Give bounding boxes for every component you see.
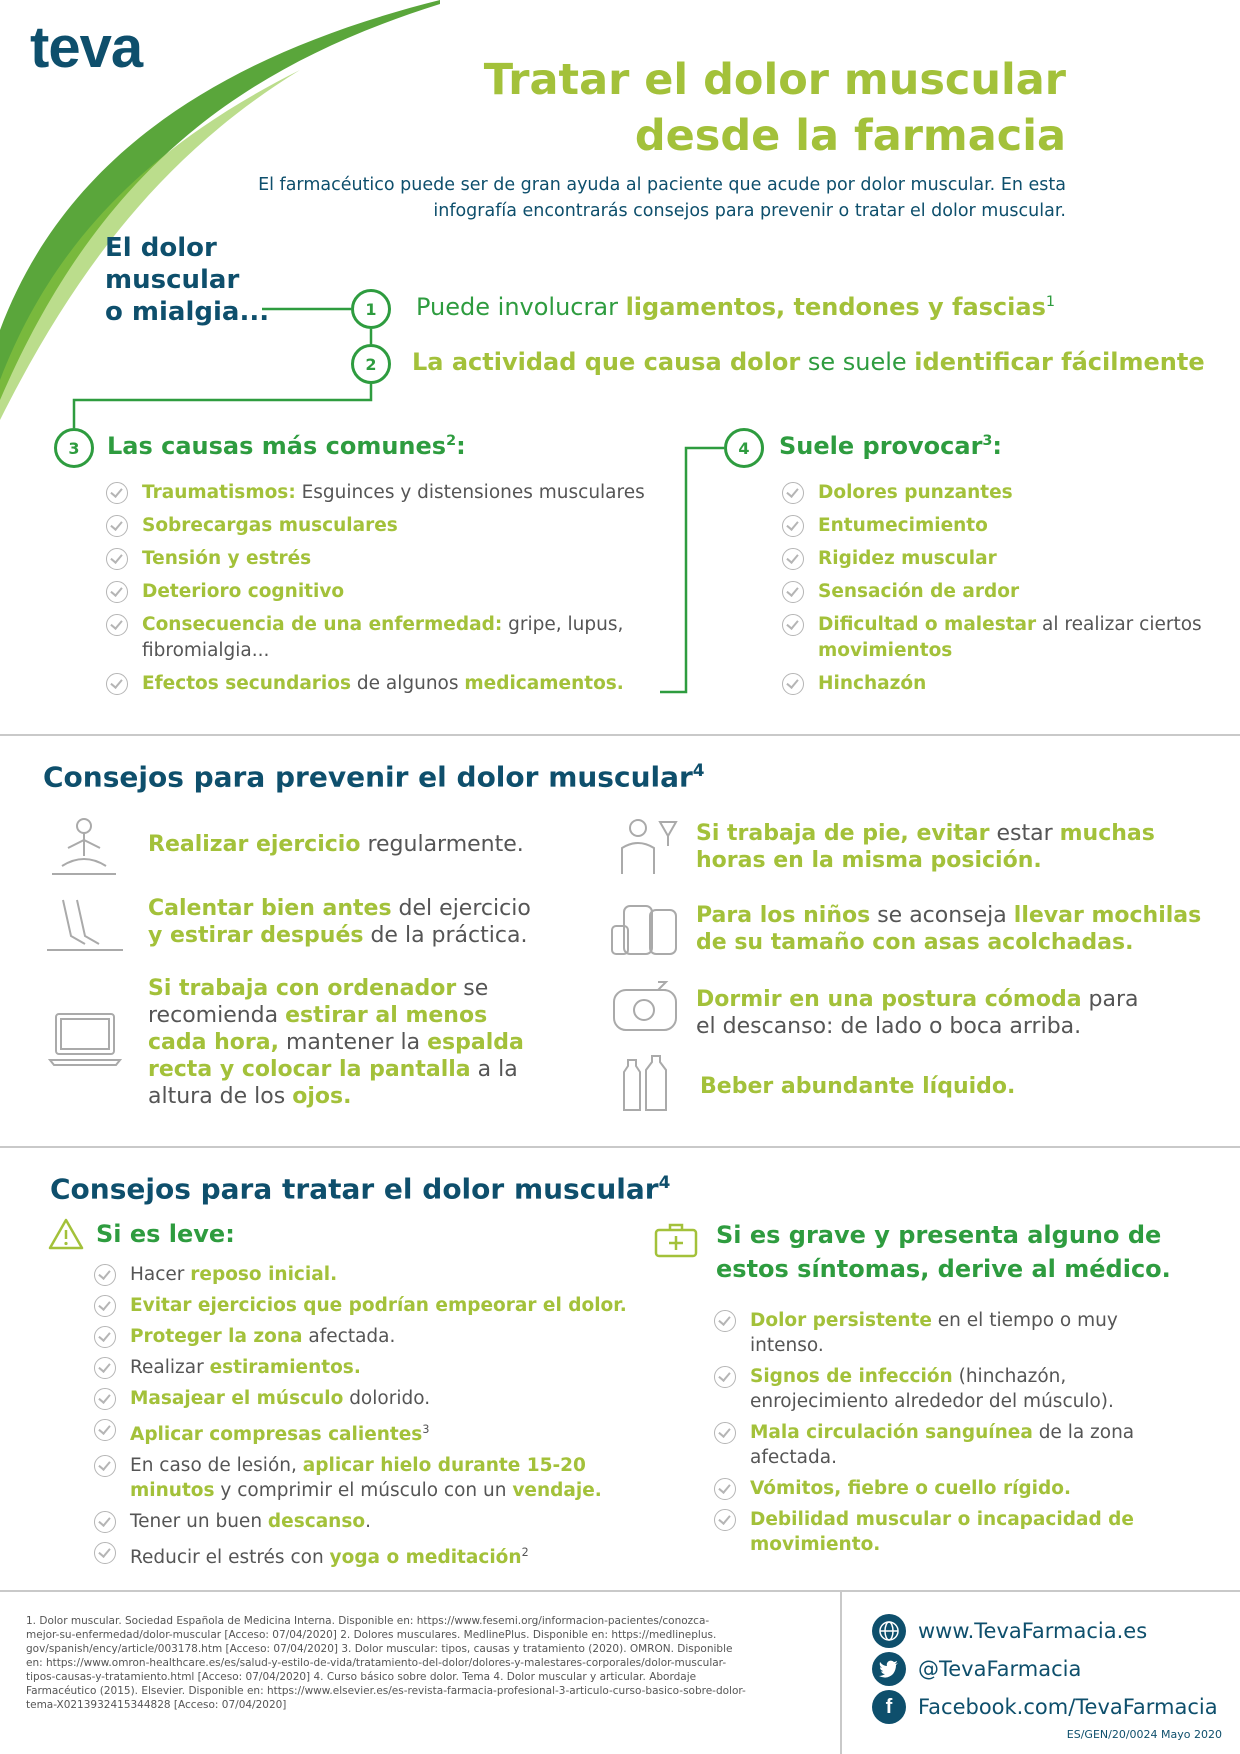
t7-b: aplicar hielo durante 15-20 (302, 1455, 586, 1477)
p2-b: se suele (800, 348, 915, 376)
l3-k: ojos. (292, 1084, 352, 1109)
provocar-list (782, 480, 1222, 697)
t7-c: minutos (130, 1480, 215, 1502)
l3-g: espalda (427, 1030, 524, 1055)
ref-line: Farmacéutico (2015). Elsevier. Disponible en: https://www.elsevier.es/es-revista-farmacia-profesional-3-articulo-curso-basico-sobre-dolor- (26, 1685, 746, 1697)
footer-vertical-divider (840, 1590, 842, 1754)
check-icon (94, 1511, 116, 1533)
point-2-text (412, 348, 1205, 376)
point-2-number: 2 (351, 344, 391, 384)
tip-de-pie (696, 820, 1155, 874)
l2-d: de la práctica. (363, 923, 528, 948)
r1-d: horas en la misma posición. (696, 848, 1042, 873)
tip-ninos (696, 902, 1201, 956)
check-icon (94, 1388, 116, 1410)
check-icon (106, 581, 128, 603)
list-item (782, 480, 1222, 506)
p1-a: Puede involucrar (416, 293, 626, 321)
p2-c: identificar fácilmente (914, 348, 1205, 376)
point-4-number: 4 (724, 428, 764, 468)
t3-a: Proteger la zona (130, 1326, 303, 1347)
g2-a: Signos de infección (750, 1366, 953, 1387)
list-item (94, 1293, 654, 1318)
c1-a: Traumatismos: (142, 482, 296, 503)
t7-d: y comprimir el músculo con un (214, 1480, 513, 1502)
t8-c: . (365, 1511, 371, 1533)
p1-sup: 1 (1045, 294, 1056, 310)
t8-a: Tener un buen (130, 1511, 268, 1533)
t6-sup: 3 (422, 1423, 430, 1436)
ref-line: tema-X0213932415344828 [Acceso: 07/04/2020] (26, 1699, 287, 1711)
check-icon (782, 482, 804, 504)
list-item (94, 1417, 654, 1447)
p-i6: Hinchazón (818, 673, 927, 694)
title-line-2: desde la farmacia (634, 111, 1066, 161)
t9-sup: 2 (521, 1546, 529, 1560)
l3-h: recta y colocar la pantalla (148, 1057, 471, 1082)
waiter-icon (610, 814, 680, 878)
check-icon (94, 1326, 116, 1348)
check-icon (106, 673, 128, 695)
first-aid-kit-icon (654, 1222, 698, 1258)
twitter-link[interactable] (872, 1650, 1218, 1688)
t2: Evitar ejercicios que podrían empeorar el dolor. (130, 1295, 627, 1316)
c3: Tensión y estrés (142, 548, 312, 569)
list-item (714, 1476, 1194, 1501)
backpack-icon (610, 896, 680, 958)
l3-a: Si trabaja con ordenador (148, 976, 457, 1001)
causas-title (107, 432, 466, 460)
list-item (106, 513, 686, 539)
l2-c: y estirar después (148, 923, 364, 948)
provocar-colon: : (992, 432, 1003, 460)
t1-a: Hacer (130, 1264, 191, 1285)
web-text: www.TevaFarmacia.es (918, 1619, 1148, 1643)
dolor-heading-3: o mialgia... (105, 297, 270, 327)
c5-b: gripe, lupus, (502, 614, 624, 635)
r2-d: de su tamaño con asas acolchadas. (696, 930, 1134, 955)
check-icon (94, 1455, 116, 1477)
t8-b: descanso (267, 1511, 366, 1533)
list-item (94, 1540, 654, 1570)
l3-e: cada hora, (148, 1030, 279, 1055)
list-item (94, 1262, 654, 1287)
divider-1 (0, 734, 1240, 736)
t3-b: afectada. (302, 1326, 396, 1347)
c5-c: fibromialgia... (142, 640, 270, 661)
p1-b: ligamentos, tendones y fascias (625, 293, 1046, 321)
g5-a: Debilidad muscular o incapacidad de (750, 1509, 1134, 1530)
tip-dormir (696, 986, 1139, 1040)
tratar-title-text: Consejos para tratar el dolor muscular (50, 1172, 659, 1206)
leve-list (94, 1262, 654, 1570)
c4: Deterioro cognitivo (142, 581, 345, 602)
grave-list (714, 1308, 1194, 1557)
ref-line: 1. Dolor muscular. Sociedad Española de Medicina Interna. Disponible en: https://www.fesemi.org/informacion-pacientes/conozca- (26, 1615, 710, 1627)
g3-a: Mala circulación sanguínea (750, 1422, 1033, 1443)
p-i2: Entumecimiento (818, 515, 988, 536)
ref-line: gov/spanish/ency/article/003178.htm [Acceso: 07/04/2020] 3. Dolor muscular: tipos, causas y tratamiento (2020). OMRON. Disponible (26, 1643, 733, 1655)
references (26, 1614, 826, 1712)
tip-ordenador (148, 975, 524, 1110)
list-item (106, 480, 686, 506)
leve-title: Si es leve: (96, 1220, 235, 1248)
g2-c: enrojecimiento alrededor del músculo). (750, 1391, 1114, 1412)
p5-b: al realizar ciertos (1036, 614, 1202, 635)
check-icon (714, 1478, 736, 1500)
l3-f: mantener la (278, 1030, 428, 1055)
ref-line: mejor-su-enfermedad/dolor-muscular [Acceso: 07/04/2020] 2. Dolores musculares. MedlinePlus. Disponible en: https://medlineplus. (26, 1629, 717, 1641)
list-item (94, 1509, 654, 1534)
grave-title (716, 1218, 1171, 1286)
r2-c: llevar mochilas (1013, 903, 1202, 928)
g3-c: afectada. (750, 1447, 837, 1468)
p-i1: Dolores punzantes (818, 482, 1013, 503)
list-item (782, 671, 1222, 697)
t4-a: Realizar (130, 1357, 210, 1378)
check-icon (106, 482, 128, 504)
document-code: ES/GEN/20/0024 Mayo 2020 (1066, 1728, 1222, 1741)
list-item (714, 1308, 1194, 1358)
facebook-link[interactable] (872, 1688, 1218, 1726)
t6-a: Aplicar compresas calientes (130, 1424, 423, 1446)
grave-title-2: estos síntomas, derive al médico. (716, 1255, 1171, 1283)
l3-d: estirar al menos (285, 1003, 488, 1028)
list-item (106, 671, 686, 697)
dolor-heading-2: muscular (105, 265, 240, 295)
tip-beber: Beber abundante líquido. (700, 1074, 1016, 1099)
list-item (714, 1364, 1194, 1414)
t5-b: dolorido. (343, 1388, 431, 1409)
list-item (106, 612, 686, 664)
tratar-title (50, 1172, 670, 1205)
c6-c: medicamentos. (464, 673, 624, 694)
g4: Vómitos, fiebre o cuello rígido. (750, 1478, 1071, 1499)
point-3-number: 3 (54, 428, 94, 468)
prevenir-title-text: Consejos para prevenir el dolor muscular (43, 760, 693, 794)
causas-title-text: Las causas más comunes (107, 432, 447, 460)
dolor-heading-1: El dolor (105, 233, 217, 263)
t1-b: reposo inicial. (190, 1264, 338, 1285)
list-item (714, 1507, 1194, 1557)
t4-b: estiramientos. (209, 1357, 361, 1378)
p2-a: La actividad que causa dolor (412, 348, 801, 376)
p5-a: Dificultad o malestar (818, 614, 1037, 635)
r3-b: para (1081, 987, 1139, 1012)
teva-logo: teva (30, 15, 143, 80)
check-icon (782, 673, 804, 695)
l3-i: a la (470, 1057, 518, 1082)
l2-b: del ejercicio (391, 896, 531, 921)
provocar-title-text: Suele provocar (779, 432, 983, 460)
l2-a: Calentar bien antes (148, 896, 392, 921)
tip-ejercicio (148, 832, 524, 857)
ref-line: en: https://www.omron-healthcare.es/es/salud-y-estilo-de-vida/tratamiento-del-dolor/dolores-y-malestares-corporales/dolor-muscular- (26, 1657, 727, 1669)
r3-c: el descanso: de lado o boca arriba. (696, 1014, 1082, 1039)
check-icon (714, 1509, 736, 1531)
c2: Sobrecargas musculares (142, 515, 398, 536)
p-i3: Rigidez muscular (818, 548, 997, 569)
twitter-text: @TevaFarmacia (918, 1657, 1082, 1681)
check-icon (714, 1310, 736, 1332)
check-icon (94, 1419, 116, 1441)
globe-icon (872, 1614, 906, 1648)
tratar-sup: 4 (658, 1172, 671, 1192)
r1-c: muchas (1059, 821, 1155, 846)
prevenir-title (43, 760, 704, 793)
check-icon (782, 614, 804, 636)
provocar-title (779, 432, 1002, 460)
l3-c: recomienda (148, 1003, 286, 1028)
l1-a: Realizar ejercicio (148, 832, 361, 857)
check-icon (106, 515, 128, 537)
list-item (782, 579, 1222, 605)
r1-a: Si trabaja de pie, evitar (696, 821, 990, 846)
bottles-icon (618, 1052, 674, 1114)
tip-calentar (148, 895, 531, 949)
l3-j: altura de los (148, 1084, 293, 1109)
list-item (782, 513, 1222, 539)
intro-line-1: El farmacéutico puede ser de gran ayuda al paciente que acude por dolor muscular. En esta (258, 175, 1066, 195)
twitter-icon (872, 1652, 906, 1686)
check-icon (94, 1357, 116, 1379)
facebook-text: Facebook.com/TevaFarmacia (918, 1695, 1218, 1719)
social-links (872, 1612, 1218, 1726)
divider-3 (0, 1590, 1240, 1592)
r1-b: estar (989, 821, 1060, 846)
list-item (782, 612, 1222, 664)
t7-a: En caso de lesión, (130, 1455, 303, 1477)
l3-b: se (456, 976, 489, 1001)
check-icon (714, 1422, 736, 1444)
ref-line: tipos-causas-y-tratamiento.html [Acceso: 07/04/2020] 4. Curso básico sobre dolor. Tema 4. Dolor muscular y articular. Abordaje (26, 1671, 697, 1683)
c6-a: Efectos secundarios (142, 673, 351, 694)
point-1-text (416, 293, 1055, 321)
check-icon (106, 614, 128, 636)
t9-b: yoga o meditación (329, 1547, 522, 1569)
provocar-sup: 3 (982, 433, 993, 449)
list-item (94, 1453, 654, 1503)
t9-a: Reducir el estrés con (130, 1547, 330, 1569)
g5-b: movimiento. (750, 1534, 881, 1555)
check-icon (94, 1264, 116, 1286)
check-icon (94, 1542, 116, 1564)
web-link[interactable] (872, 1612, 1218, 1650)
list-item (94, 1386, 654, 1411)
facebook-icon: f (872, 1690, 906, 1724)
list-item (94, 1324, 654, 1349)
t5-a: Masajear el músculo (130, 1388, 344, 1409)
intro-line-2: infografía encontrarás consejos para prevenir o tratar el dolor muscular. (433, 201, 1066, 221)
check-icon (106, 548, 128, 570)
causas-sup: 2 (446, 433, 457, 449)
prevenir-sup: 4 (692, 760, 705, 780)
r2-b: se aconseja (870, 903, 1014, 928)
list-item (94, 1355, 654, 1380)
c1-b: Esguinces y distensiones musculares (295, 482, 645, 503)
check-icon (94, 1295, 116, 1317)
c5-a: Consecuencia de una enfermedad: (142, 614, 503, 635)
g3-b: de la zona (1032, 1422, 1135, 1443)
check-icon (714, 1366, 736, 1388)
check-icon (782, 515, 804, 537)
point-1-number: 1 (351, 289, 391, 329)
title-line-1: Tratar el dolor muscular (483, 55, 1066, 105)
divider-2 (0, 1146, 1240, 1148)
grave-title-1: Si es grave y presenta alguno de (716, 1221, 1162, 1249)
warning-icon (48, 1218, 84, 1250)
check-icon (782, 548, 804, 570)
list-item (106, 579, 686, 605)
g2-b: (hinchazón, (952, 1366, 1067, 1387)
causas-colon: : (456, 432, 466, 460)
r3-a: Dormir en una postura cómoda (696, 987, 1082, 1012)
sleep-icon (610, 978, 680, 1034)
list-item (782, 546, 1222, 572)
l1-b: regularmente. (360, 832, 524, 857)
g1-a: Dolor persistente (750, 1310, 932, 1331)
c6-b: de algunos (350, 673, 465, 694)
g1-c: intenso. (750, 1335, 824, 1356)
t7-e: vendaje. (512, 1480, 602, 1502)
g1-b: en el tiempo o muy (931, 1310, 1118, 1331)
list-item (106, 546, 686, 572)
p-i4: Sensación de ardor (818, 581, 1020, 602)
r2-a: Para los niños (696, 903, 871, 928)
causas-list (106, 480, 686, 697)
check-icon (782, 581, 804, 603)
laptop-icon (48, 1010, 122, 1068)
legs-stretch-icon (45, 896, 125, 954)
yoga-icon (48, 816, 120, 878)
list-item (714, 1420, 1194, 1470)
p5-c: movimientos (818, 640, 953, 661)
